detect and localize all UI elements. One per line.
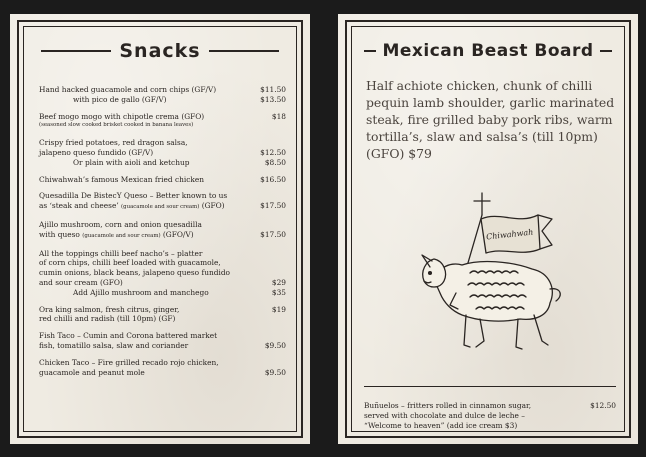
menu-item-line — [39, 358, 286, 368]
menu-item-description: with queso — [39, 229, 80, 239]
menu-item-price: $17.50 — [260, 229, 286, 239]
menu-item-line — [39, 341, 286, 351]
menu-item-description: jalapeno queso fundido (GF/V) — [39, 147, 154, 157]
menu-item-description: Hand hacked guacamole and corn chips (GF/V) — [39, 85, 217, 94]
menu-item-note: (guacamole and sour cream) — [82, 232, 161, 239]
menu-item-text — [39, 121, 199, 131]
menu-item-description: Quesadilla De BistecY Queso – Better known to us — [39, 191, 228, 201]
beast-title-row — [352, 38, 624, 64]
menu-item-description: All the toppings chilli beef nacho’s – platter — [39, 248, 203, 258]
menu-item-text — [39, 249, 208, 259]
menu-item-text — [39, 191, 233, 201]
menu-item-line — [39, 138, 286, 148]
dessert-line: Buñuelos – fritters rolled in cinnamon sugar, — [364, 401, 532, 410]
menu-item-dietary-tag: (GFO) — [201, 201, 225, 211]
menu-item-price: $35 — [271, 287, 286, 297]
title-dash-left — [364, 50, 376, 52]
title-rule-left — [41, 50, 111, 52]
menu-item-text — [39, 305, 185, 315]
menu-item-text — [39, 358, 225, 368]
menu-item-text — [39, 278, 129, 288]
menu-item-description: (seasoned slow cooked brisket cooked in banana leaves) — [39, 122, 194, 129]
menu-item-line — [39, 368, 286, 378]
menu-item-text — [39, 331, 223, 341]
menu-item — [39, 112, 286, 132]
menu-item-description: Ora king salmon, fresh citrus, ginger, — [39, 304, 180, 314]
menu-item-text — [39, 95, 173, 105]
menu-item-description: Chicken Taco – Fire grilled recado rojo chicken, — [39, 357, 219, 367]
menu-item-price: $9.50 — [264, 367, 286, 377]
beast-board-title: Mexican Beast Board — [382, 41, 594, 61]
snacks-items-list — [39, 85, 286, 384]
menu-item-line — [39, 95, 286, 105]
menu-item-line — [39, 288, 286, 298]
menu-item-line — [39, 268, 286, 278]
menu-item — [39, 138, 286, 167]
menu-item-price: $16.50 — [260, 174, 286, 184]
menu-item-description: red chilli and radish (till 10pm) (GF) — [39, 314, 176, 324]
snacks-menu-panel — [10, 14, 310, 444]
menu-item-description: guacamole and peanut mole — [39, 367, 145, 377]
beast-board-panel — [338, 14, 638, 444]
title-dash-right — [600, 50, 612, 52]
menu-item-description: and sour cream (GFO) — [39, 277, 123, 287]
menu-item-description: with pico de gallo (GF/V) — [73, 94, 167, 104]
menu-item-description: Ajillo mushroom, corn and onion quesadilla — [39, 219, 202, 229]
menu-item-line — [39, 175, 286, 185]
menu-item — [39, 249, 286, 298]
snacks-title-row — [24, 38, 296, 64]
menu-item-text — [39, 368, 151, 378]
menu-item-text — [39, 314, 181, 324]
menu-item-line — [39, 278, 286, 288]
dessert-price: $12.50 — [590, 401, 616, 410]
menu-item — [39, 175, 286, 185]
menu-item-text — [39, 175, 210, 185]
menu-item — [39, 358, 286, 378]
menu-item-line — [39, 191, 286, 201]
menu-item-line — [39, 314, 286, 324]
menu-item-description: Or plain with aioli and ketchup — [73, 157, 190, 167]
menu-item — [39, 305, 286, 325]
beast-board-description: Half achiote chicken, chunk of chilli pequin lamb shoulder, garlic marinated steak, fire grilled baby pork ribs, warm tortilla’s, slaw and salsa’s (till 10pm) (GFO) $79 — [366, 78, 615, 161]
menu-item-text — [39, 220, 208, 230]
menu-item-line — [39, 158, 286, 168]
dessert-separator — [364, 386, 616, 387]
menu-item-text — [39, 201, 231, 213]
menu-item-description: cumin onions, black beans, jalapeno queso fundido — [39, 268, 231, 278]
menu-item-price: $8.50 — [264, 157, 286, 167]
menu-item-line — [39, 121, 286, 131]
menu-item-description: fish, tomatillo salsa, slaw and coriander — [39, 340, 189, 350]
menu-item-line — [39, 220, 286, 230]
dessert-description — [364, 401, 531, 431]
menu-item — [39, 85, 286, 105]
dessert-line: “Welcome to heaven” (add ice cream $3) — [364, 421, 518, 430]
menu-item-text — [39, 268, 236, 278]
menu-item-description: Beef mogo mogo with chipotle crema (GFO) — [39, 111, 205, 121]
menu-item-description: Add Ajillo mushroom and manchego — [73, 287, 209, 297]
menu-item-line — [39, 331, 286, 341]
dessert-item — [364, 401, 616, 431]
menu-item-line — [39, 112, 286, 122]
menu-item-description: Fish Taco – Cumin and Corona battered market — [39, 331, 218, 341]
menu-item-line — [39, 305, 286, 315]
menu-item-price: $18 — [271, 111, 286, 121]
menu-item-price: $12.50 — [260, 147, 286, 157]
menu-item-price: $17.50 — [260, 201, 286, 211]
menu-item-line — [39, 85, 286, 95]
menu-item-text — [39, 258, 227, 268]
menu-item-line — [39, 258, 286, 268]
menu-item-description: Chiwahwah’s famous Mexican fried chicken — [39, 174, 204, 184]
menu-item — [39, 191, 286, 213]
dessert-line: served with chocolate and dulce de leche – — [364, 411, 525, 420]
menu-item-line — [39, 148, 286, 158]
banner-lettering: Chiwahwah — [485, 227, 534, 242]
menu-item-line — [39, 230, 286, 242]
menu-item-text — [39, 341, 194, 351]
menu-item — [39, 331, 286, 351]
title-rule-right — [209, 50, 279, 52]
menu-item-note: (guacamole and sour cream) — [121, 204, 200, 211]
menu-item-line — [39, 249, 286, 259]
menu-item-description: as ‘steak and cheese’ — [39, 201, 119, 211]
menu-item-price: $9.50 — [264, 340, 286, 350]
menu-item — [39, 220, 286, 242]
menu-item-text — [39, 148, 159, 158]
menu-item-price: $13.50 — [260, 94, 286, 104]
menu-item-description: of corn chips, chilli beef loaded with guacamole, — [39, 258, 221, 268]
menu-item-text — [39, 138, 194, 148]
menu-item-dietary-tag: (GFO/V) — [162, 229, 194, 239]
lamb-with-banner-illustration — [400, 189, 590, 364]
menu-item-text — [39, 288, 215, 298]
menu-item-text — [39, 85, 222, 95]
menu-item-price: $19 — [271, 304, 286, 314]
menu-item-description: Crispy fried potatoes, red dragon salsa, — [39, 138, 188, 148]
menu-item-line — [39, 201, 286, 213]
menu-item-text — [39, 230, 200, 242]
menu-item-price: $29 — [271, 277, 286, 287]
menu-item-price: $11.50 — [260, 85, 286, 94]
menu-item-text — [39, 112, 210, 122]
snacks-title: Snacks — [119, 40, 201, 62]
menu-item-text — [39, 158, 195, 168]
